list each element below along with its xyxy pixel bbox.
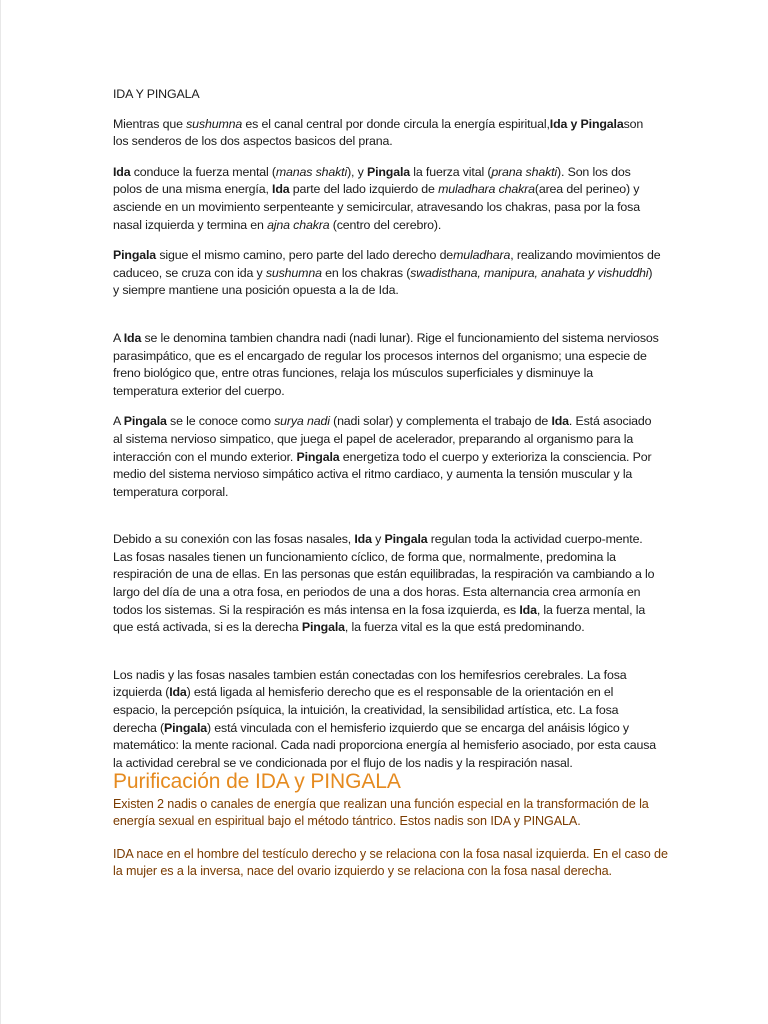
text-run: ). Son los dos polos de una misma energía, (113, 164, 631, 197)
text-run: , la fuerza vital es la que está predominando. (344, 620, 585, 635)
text-run: A (113, 414, 124, 429)
bold-run: Ida (551, 414, 569, 429)
bold-run: Pingala (366, 164, 410, 179)
bold-run: Pingala (113, 248, 157, 263)
bold-run: Ida (272, 182, 290, 197)
text-run: . Está asociado al sistema nervioso simpatico, que juega el papel de acelerador, preparando al organismo para la interacción con el mundo exterior. (113, 414, 652, 464)
bold-run: Pingala (301, 620, 345, 635)
text-run: (nadi solar) y complementa el trabajo de (329, 414, 552, 429)
paragraph-3 (113, 247, 661, 300)
italic-run: muladhara (453, 248, 511, 263)
italic-run: manas shakti (275, 164, 348, 179)
text-run: la fuerza vital ( (410, 164, 492, 179)
text-run: se le conoce como (166, 414, 275, 429)
section-title: Purificación de IDA y PINGALA (113, 770, 401, 793)
document-body (113, 86, 661, 785)
bold-run: Pingala (296, 449, 340, 464)
text-run: Debido a su conexión con las fosas nasales, (113, 532, 355, 547)
bold-run: Ida (354, 532, 372, 547)
italic-run: surya nadi (274, 414, 330, 429)
bold-run: Ida (123, 330, 142, 345)
bold-run: Ida (113, 164, 131, 179)
text-run: son los senderos de los dos aspectos basicos del prana. (113, 116, 644, 149)
text-run: regulan toda la actividad cuerpo-mente. Las fosas nasales tienen un funcionamiento cíclico, de forma que, normalmente, predomina la respiración de una de ellas. En las personas que están equilibradas, la respiración va cambiando a lo largo del día de una a otra fosa, en periodos de una a dos horas. Esta alternancia crea armonía en todos los sistemas. Si la respiración es más intensa en la fosa izquierda, es (113, 532, 655, 617)
italic-run: muladhara chakra (438, 182, 535, 197)
text-run: se le denomina tambien chandra nadi (nadi lunar). Rige el funcionamiento del sistema nerviosos parasimpático, que es el encargado de regular los procesos internos del organismo; una especie de freno biológico que, entre otras funciones, relaja los músculos superficiales y disminuye la temperatura exterior del cuerpo. (113, 330, 659, 398)
text-run: (centro del cerebro). (329, 217, 442, 232)
text-run: ), y (347, 164, 367, 179)
text-run: , realizando movimientos de caduceo, se cruza con ida y (113, 248, 661, 280)
text-run: ) está vinculada con el hemisferio izquierdo que se encarga del anáisis lógico y matemático: la mente racional. Cada nadi proporciona energía al hemisferio asociado, por esta causa la actividad cerebral se ve condicionada por el flujo de los nadis y la respiración nasal. (113, 720, 657, 770)
italic-run: ajna chakra (267, 217, 330, 232)
italic-run: sushumna (265, 265, 322, 280)
text-run: Los nadis y las fosas nasales tambien están conectadas con los hemifesrios cerebrales. La fosa izquierda ( (113, 667, 627, 700)
text-run: (area del perineo) y asciende en un movimiento serpenteante y semicircular, atravesando los chakras, pasa por la fosa nasal izquierda y termina en (113, 182, 640, 232)
text-run: , la fuerza mental, la que está activada, si es la derecha (113, 602, 646, 635)
paragraph-4 (113, 330, 661, 400)
text-run: es el canal central por donde circula la energía espiritual, (242, 116, 550, 131)
bold-run: Pingala (384, 532, 428, 547)
paragraph-2 (113, 164, 661, 234)
text-run: ) y siempre mantiene una posición opuesta a la de Ida. (113, 265, 653, 298)
bold-run: Ida y Pingala (549, 116, 624, 131)
text-run: y (371, 532, 385, 547)
document-heading: IDA Y PINGALA (113, 87, 200, 101)
text-run: sigue el mismo camino, pero parte del lado derecho de (156, 248, 454, 263)
section-paragraph-2: IDA nace en el hombre del testículo derecho y se relaciona con la fosa nasal izquierda. En el caso de la mujer es a la inversa, nace del ovario izquierdo y se relaciona con la fosa nasal derecha. (113, 847, 668, 879)
text-run: A (113, 330, 124, 345)
text-run: conduce la fuerza mental ( (130, 164, 276, 179)
text-run: energetiza todo el cuerpo y exterioriza la consciencia. Por medio del sistema nervioso simpático activa el ritmo cardiaco, y aumenta la tensión muscular y la temperatura corporal. (113, 449, 652, 499)
bold-run: Pingala (164, 720, 208, 735)
italic-run: swadisthana, manipura, anahata y vishuddhi (410, 265, 649, 280)
text-run: parte del lado izquierdo de (289, 182, 439, 197)
italic-run: sushumna (186, 116, 243, 131)
bold-run: Pingala (123, 414, 167, 429)
paragraph-5 (113, 413, 661, 501)
paragraph-7 (113, 667, 661, 773)
text-run: en los chakras ( (321, 265, 411, 280)
section-paragraph-1: Existen 2 nadis o canales de energía que realizan una función especial en la transformación de la energía sexual en espiritual bajo el método tántrico. Estos nadis son IDA y PINGALA. (113, 797, 649, 829)
paragraph-6 (113, 531, 661, 637)
text-run: Mientras que (113, 116, 187, 131)
bold-run: Ida (169, 685, 187, 700)
italic-run: prana shakti (491, 164, 558, 179)
paragraph-1 (113, 116, 661, 151)
bold-run: Ida (519, 602, 537, 617)
text-run: ) está ligada al hemisferio derecho que es el responsable de la orientación en el espacio, la percepción psíquica, la intuición, la creatividad, la sensibilidad artística, etc. La fosa derecha ( (113, 685, 619, 735)
